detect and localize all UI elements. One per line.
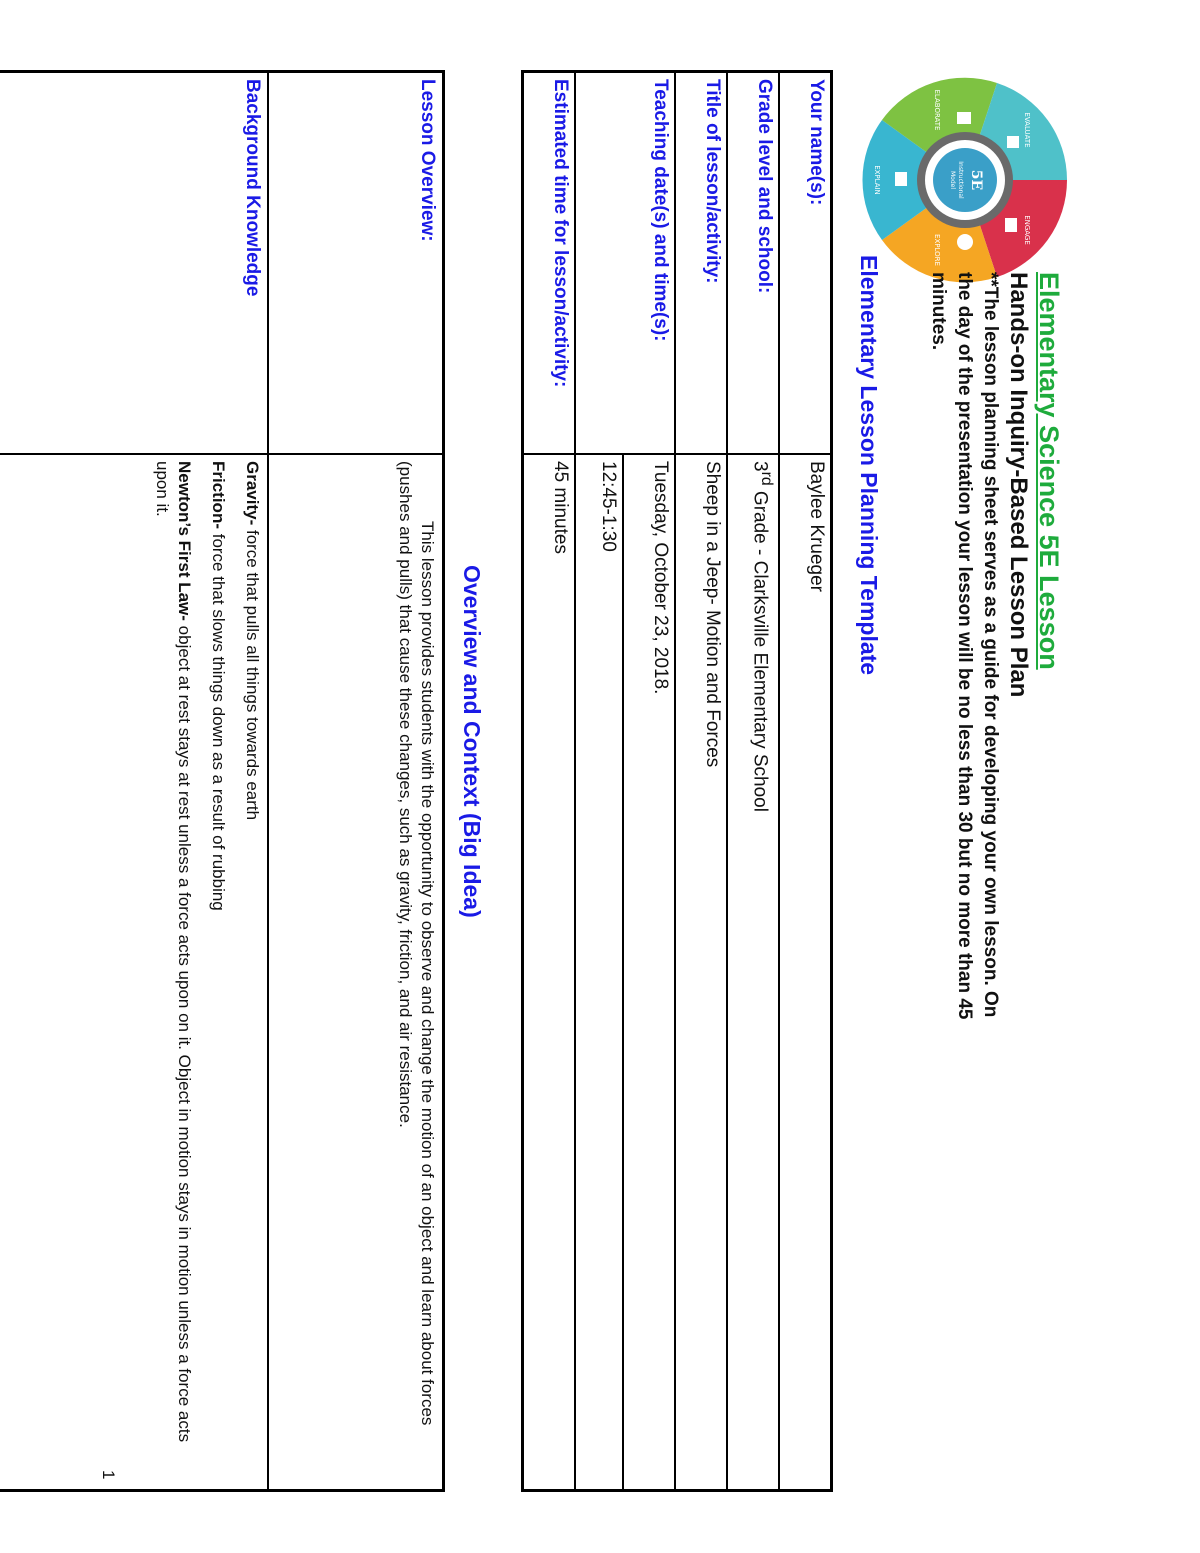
5e-wheel-icon: [855, 70, 1075, 290]
lesson-overview-text: This lesson provides students with the opportunity to observe and change the motion of an object and learn about forces (pushes and pulls) that cause these changes, such as gravity, friction, and air resistance.: [396, 461, 437, 1426]
segment-evaluate: EVALUATE: [1023, 112, 1031, 148]
bk-item-gravity: Gravity- force that pulls all things towards earth: [243, 461, 263, 821]
grade-label: Grade level and school:: [727, 72, 779, 455]
logo-center-top: 5E: [968, 169, 984, 191]
logo-center-bot: Model: [949, 170, 956, 190]
logo-center-mid: Instructional: [957, 161, 964, 199]
title-label: Title of lesson/activity:: [675, 72, 727, 455]
segment-elaborate: ELABORATE: [933, 89, 941, 131]
table-row: [523, 72, 576, 1491]
lesson-info-table: [521, 70, 833, 1492]
series-title: Elementary Science 5E Lesson: [1034, 272, 1064, 670]
plan-note: **The lesson planning sheet serves as a guide for developing your own lesson. On the day of the presentation your lesson will be no less than 30 but no more than 45 minutes.: [928, 272, 1001, 1020]
segment-explore: EXPLORE: [933, 234, 941, 266]
plan-title: Hands-on Inquiry-Based Lesson Plan: [1005, 272, 1032, 698]
lesson-overview-cell: [269, 454, 444, 1491]
overview-table: [0, 70, 445, 1492]
title-value: Sheep in a Jeep- Motion and Forces: [675, 454, 727, 1491]
lesson-overview-label: Lesson Overview:: [269, 72, 444, 455]
grade-value: 3rd Grade - Clarksville Elementary School: [727, 454, 779, 1491]
name-value: Baylee Krueger: [779, 454, 832, 1491]
table-row: [727, 72, 779, 1491]
background-knowledge-label: Background Knowledge: [0, 72, 269, 455]
bk-item-newtons-first-law: Newton’s First Law- object at rest stays at rest unless a force acts upon on it. Object in motion stays in motion unless a force acts upon it.: [153, 461, 195, 1443]
table-row: [623, 72, 675, 1491]
bk-item-friction: Friction- force that slows things down as a result of rubbing: [209, 461, 229, 911]
overview-section-title: Overview and Context (Big Idea): [459, 565, 485, 918]
dates-value: Tuesday, October 23, 2018.: [623, 454, 675, 1491]
header: [925, 272, 1065, 1472]
page-number: 1: [99, 1470, 118, 1480]
table-row: [269, 72, 444, 1491]
table-row: [0, 72, 269, 1491]
est-time-label: Estimated time for lesson/activity:: [523, 72, 576, 455]
name-label: Your name(s):: [779, 72, 832, 455]
dates-label: Teaching date(s) and time(s):: [575, 72, 675, 455]
segment-explain: EXPLAIN: [873, 165, 881, 195]
background-knowledge-cell: [0, 454, 269, 1491]
est-time-value: 45 minutes: [523, 454, 576, 1491]
table-row: [779, 72, 832, 1491]
5e-model-logo: [855, 70, 1075, 290]
table-row: [675, 72, 727, 1491]
segment-engage: ENGAGE: [1023, 215, 1031, 245]
template-title: Elementary Lesson Planning Template: [856, 255, 882, 676]
time-value: 12:45-1:30: [575, 454, 623, 1491]
